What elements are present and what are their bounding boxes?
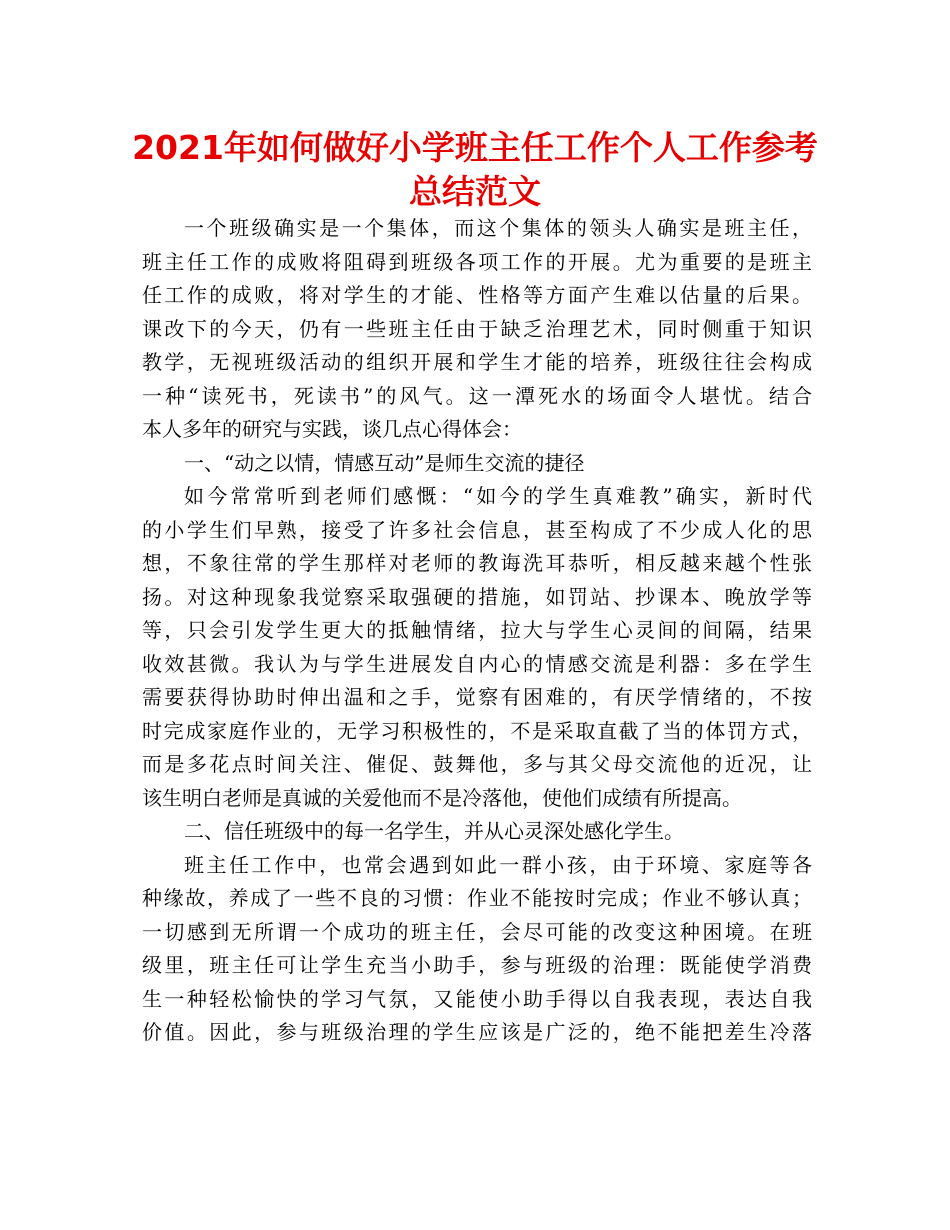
document-title-line-2: 总结范文 xyxy=(409,172,541,211)
body-text-line: 生一种轻松愉快的学习气氛，又能使小助手得以自我表现，表达自我 xyxy=(142,986,812,1011)
body-text-line: 的小学生们早熟，接受了许多社会信息，甚至构成了不少成人化的思 xyxy=(142,517,812,542)
body-text-line: 一个班级确实是一个集体，而这个集体的领头人确实是班主任， xyxy=(184,216,812,240)
body-text-line: 时完成家庭作业的，无学习积极性的，不是采取直截了当的体罚方式， xyxy=(142,718,812,743)
body-text-line: 扬。对这种现象我觉察采取强硬的措施，如罚站、抄课本、晚放学等 xyxy=(142,584,812,609)
body-text-line: 任工作的成败，将对学生的才能、性格等方面产生难以估量的后果。 xyxy=(142,283,812,307)
body-text-line: 价值。因此，参与班级治理的学生应该是广泛的，绝不能把差生冷落 xyxy=(142,1020,812,1044)
body-text-line: 一种“读死书，死读书”的风气。这一潭死水的场面令人堪忧。结合 xyxy=(142,383,812,408)
body-text-line: 收效甚微。我认为与学生进展发自内心的情感交流是利器：多在学生 xyxy=(142,651,812,676)
body-text-line: 想，不象往常的学生那样对老师的教诲洗耳恭听，相反越来越个性张 xyxy=(142,551,812,575)
body-text-line: 该生明白老师是真诚的关爱他而不是冷落他，使他们成绩有所提高。 xyxy=(142,785,742,810)
body-text-line: 种缘故，养成了一些不良的习惯：作业不能按时完成；作业不够认真； xyxy=(142,886,812,910)
body-text-line: 等，只会引发学生更大的抵触情绪，拉大与学生心灵间的间隔，结果 xyxy=(142,618,812,642)
body-text-line: 需要获得协助时伸出温和之手，觉察有困难的，有厌学情绪的，不按 xyxy=(142,685,812,709)
body-text-line: 教学，无视班级活动的组织开展和学生才能的培养，班级往往会构成 xyxy=(142,350,812,374)
body-text-line: 如今常常听到老师们感慨：“如今的学生真难教”确实，新时代 xyxy=(184,484,812,508)
body-text-line: 二、信任班级中的每一名学生，并从心灵深处感化学生。 xyxy=(184,819,684,843)
body-text-line: 而是多花点时间关注、催促、鼓舞他，多与其父母交流他的近况，让 xyxy=(142,752,812,776)
body-text-line: 课改下的今天，仍有一些班主任由于缺乏治理艺术，同时侧重于知识 xyxy=(142,316,812,341)
body-text-line: 一切感到无所谓一个成功的班主任，会尽可能的改变这种困境。在班 xyxy=(142,919,812,944)
body-text-line: 本人多年的研究与实践，谈几点心得体会： xyxy=(142,417,522,441)
body-text-line: 班主任工作中，也常会遇到如此一群小孩，由于环境、家庭等各 xyxy=(184,852,812,877)
document-body xyxy=(142,212,812,1050)
document-title-line-1: 2021年如何做好小学班主任工作个人工作参考 xyxy=(132,128,818,167)
body-text-line: 一、“动之以情，情感互动”是师生交流的捷径 xyxy=(184,450,585,475)
body-text-line: 班主任工作的成败将阻碍到班级各项工作的开展。尤为重要的是班主 xyxy=(142,249,812,274)
body-text-line: 级里，班主任可让学生充当小助手，参与班级的治理：既能使学消费 xyxy=(142,953,812,977)
